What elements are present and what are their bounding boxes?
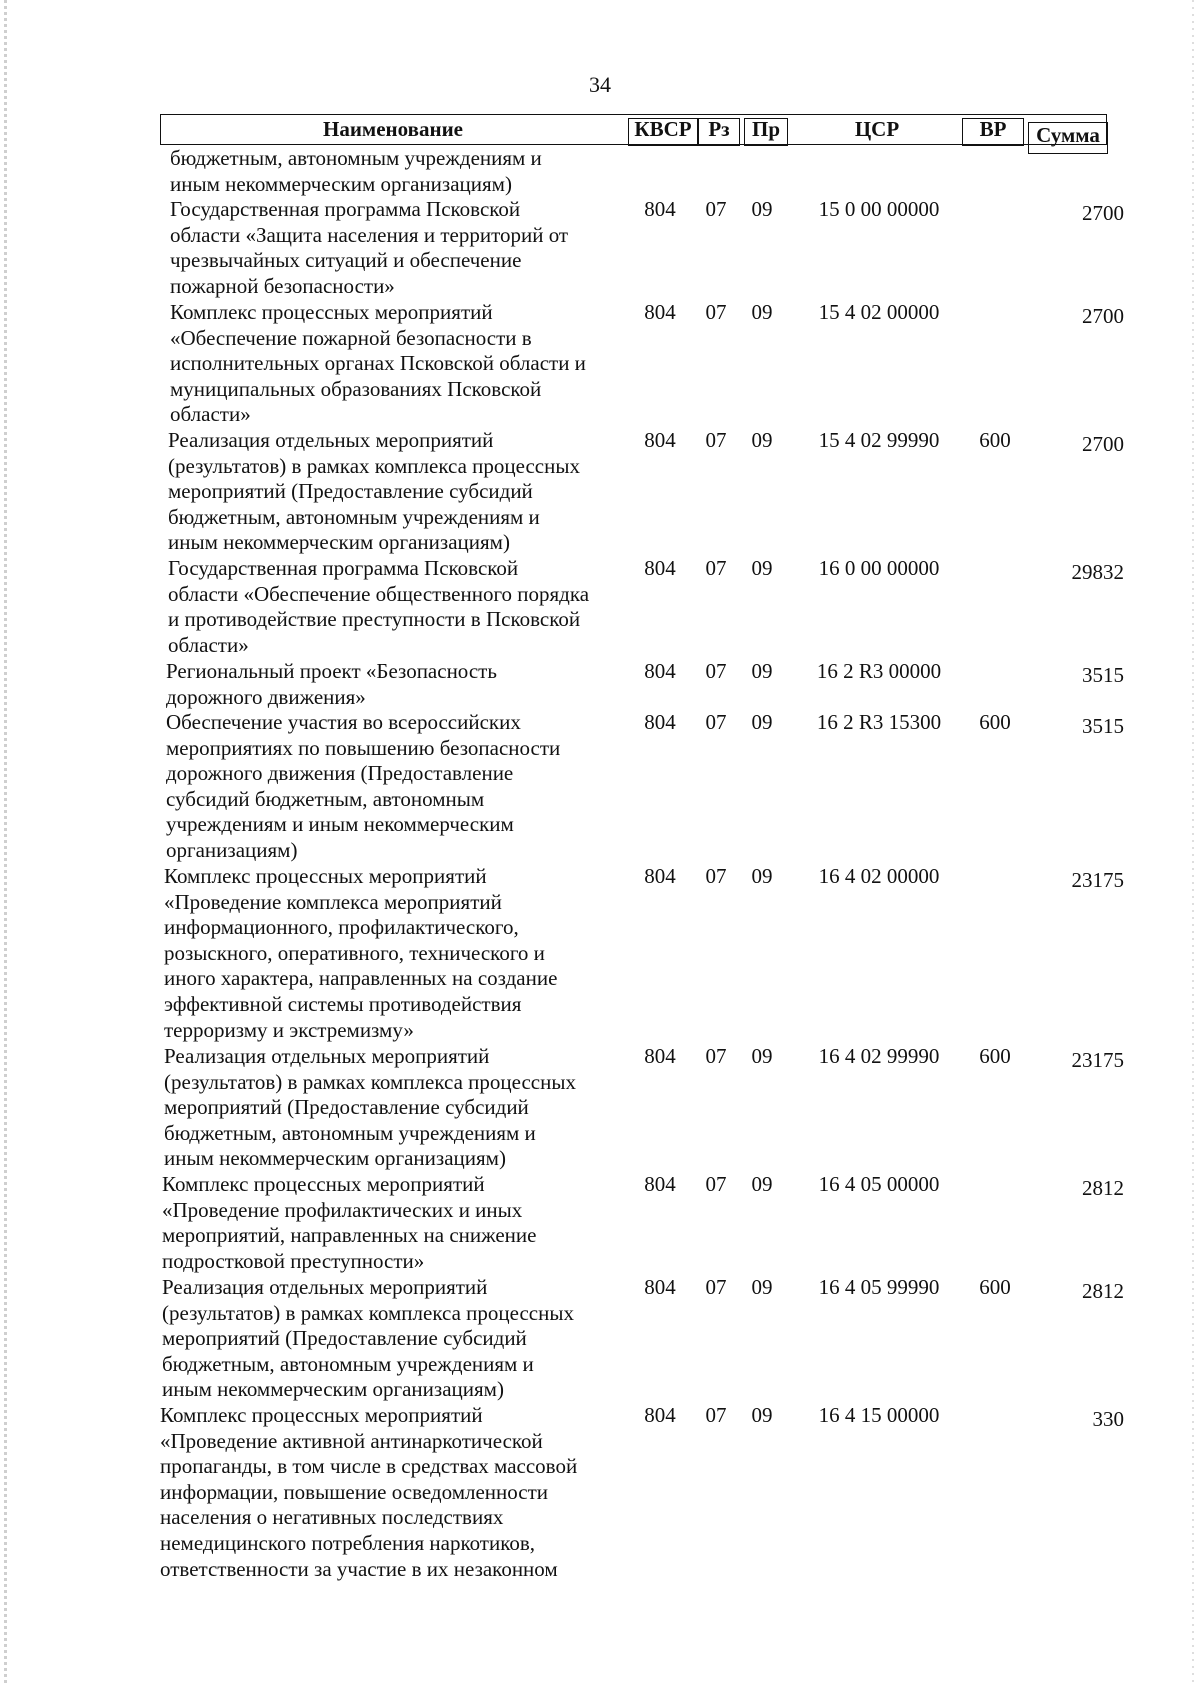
- row-name: Региональный проект «Безопасность дорожного движения»: [166, 659, 497, 709]
- row-kvsr: 804: [644, 197, 676, 221]
- row-sum: 2700: [1082, 201, 1124, 225]
- row-kvsr: 804: [644, 556, 676, 580]
- row-kvsr: 804: [644, 300, 676, 324]
- row-csr: 16 4 05 99990: [818, 1275, 940, 1299]
- header-pr: Пр: [751, 117, 780, 141]
- row-rz: 07: [705, 1044, 727, 1068]
- row-rz: 07: [705, 1403, 727, 1427]
- row-kvsr: 804: [644, 428, 676, 452]
- row-kvsr: 804: [644, 1403, 676, 1427]
- row-rz: 07: [705, 864, 727, 888]
- header-csr: ЦСР: [854, 117, 900, 141]
- table-row: [0, 659, 1200, 710]
- row-pr: 09: [751, 1275, 773, 1299]
- row-pr: 09: [751, 864, 773, 888]
- row-vr: 600: [979, 1044, 1011, 1068]
- row-vr: 600: [979, 428, 1011, 452]
- row-name: Реализация отдельных мероприятий (результатов) в рамках комплекса процессных мероприятий (Предоставление субсидий бюджетным, автономным учреждениям и иным некоммерческим организациям): [162, 1275, 574, 1402]
- row-vr: 600: [979, 710, 1011, 734]
- row-sum: 3515: [1082, 663, 1124, 687]
- row-sum: 23175: [1071, 1048, 1124, 1072]
- table-body: [0, 146, 1200, 1583]
- table-row: [0, 556, 1200, 659]
- table-row: [0, 197, 1200, 300]
- row-name: Реализация отдельных мероприятий (результатов) в рамках комплекса процессных мероприятий (Предоставление субсидий бюджетным, автономным учреждениям и иным некоммерческим организациям): [168, 428, 580, 555]
- row-pr: 09: [751, 300, 773, 324]
- row-csr: 15 0 00 00000: [818, 197, 940, 221]
- row-csr: 15 4 02 99990: [818, 428, 940, 452]
- row-pr: 09: [751, 428, 773, 452]
- row-csr: 16 4 02 99990: [818, 1044, 940, 1068]
- row-rz: 07: [705, 556, 727, 580]
- row-name: Государственная программа Псковской области «Защита населения и территорий от чрезвычайных ситуаций и обеспечение пожарной безопасности»: [170, 197, 569, 298]
- table-row: [0, 1275, 1200, 1403]
- row-name: Обеспечение участия во всероссийских мероприятиях по повышению безопасности дорожного движения (Предоставление субсидий бюджетным, автономным учреждениям и иным некоммерческим организациям): [166, 710, 561, 862]
- row-vr: 600: [979, 1275, 1011, 1299]
- table-row: [0, 864, 1200, 1044]
- table-row: [0, 1044, 1200, 1172]
- row-rz: 07: [705, 1172, 727, 1196]
- row-csr: 16 2 R3 00000: [816, 659, 942, 683]
- row-rz: 07: [705, 1275, 727, 1299]
- row-kvsr: 804: [644, 1044, 676, 1068]
- table-row: [0, 428, 1200, 556]
- row-name: Государственная программа Псковской области «Обеспечение общественного порядка и противодействие преступности в Псковской области»: [168, 556, 590, 657]
- row-csr: 16 4 15 00000: [818, 1403, 940, 1427]
- row-sum: 23175: [1071, 868, 1124, 892]
- row-pr: 09: [751, 197, 773, 221]
- row-pr: 09: [751, 710, 773, 734]
- table-row: [0, 1172, 1200, 1275]
- row-kvsr: 804: [644, 864, 676, 888]
- table-row: [0, 1403, 1200, 1583]
- row-kvsr: 804: [644, 659, 676, 683]
- row-sum: 29832: [1071, 560, 1124, 584]
- row-sum: 2700: [1082, 304, 1124, 328]
- row-sum: 3515: [1082, 714, 1124, 738]
- row-csr: 16 4 05 00000: [818, 1172, 940, 1196]
- row-sum: 2700: [1082, 432, 1124, 456]
- row-name: Комплекс процессных мероприятий «Проведение профилактических и иных мероприятий, направленных на снижение подростковой преступности»: [162, 1172, 537, 1273]
- row-rz: 07: [705, 300, 727, 324]
- header-name: Наименование: [323, 117, 463, 141]
- page-number: 34: [589, 72, 611, 97]
- row-rz: 07: [705, 710, 727, 734]
- row-rz: 07: [705, 659, 727, 683]
- row-csr: 16 2 R3 15300: [816, 710, 942, 734]
- row-pr: 09: [751, 556, 773, 580]
- header-underline: [160, 144, 1107, 145]
- header-vr: ВР: [979, 117, 1007, 141]
- row-pr: 09: [751, 1172, 773, 1196]
- row-pr: 09: [751, 1403, 773, 1427]
- row-name: Комплекс процессных мероприятий «Обеспечение пожарной безопасности в исполнительных органах Псковской области и муниципальных образованиях Псковской области»: [170, 300, 586, 427]
- row-name: Реализация отдельных мероприятий (результатов) в рамках комплекса процессных мероприятий (Предоставление субсидий бюджетным, автономным учреждениям и иным некоммерческим организациям): [164, 1044, 576, 1171]
- table-row: [0, 710, 1200, 864]
- row-kvsr: 804: [644, 710, 676, 734]
- row-name: Комплекс процессных мероприятий «Проведение комплекса мероприятий информационного, профилактического, розыскного, оперативного, технического и иного характера, направленных на создание эффективной системы противодействия терроризму и экстремизму»: [164, 864, 558, 1042]
- row-kvsr: 804: [644, 1172, 676, 1196]
- row-rz: 07: [705, 197, 727, 221]
- row-pr: 09: [751, 1044, 773, 1068]
- row-name: бюджетным, автономным учреждениям и иным некоммерческим организациям): [170, 146, 542, 196]
- row-sum: 2812: [1082, 1279, 1124, 1303]
- row-rz: 07: [705, 428, 727, 452]
- row-csr: 16 4 02 00000: [818, 864, 940, 888]
- row-name: Комплекс процессных мероприятий «Проведение активной антинаркотической пропаганды, в том числе в средствах массовой информации, повышение осведомленности населения о негативных последствиях немедицинского потребления наркотиков, ответственности за участие в их незаконном: [160, 1403, 578, 1581]
- header-kvsr: КВСР: [634, 117, 692, 141]
- table-row: [0, 300, 1200, 428]
- header-rz: Рз: [708, 117, 730, 141]
- row-csr: 16 0 00 00000: [818, 556, 940, 580]
- row-pr: 09: [751, 659, 773, 683]
- header-sum: Сумма: [1036, 123, 1100, 147]
- row-sum: 2812: [1082, 1176, 1124, 1200]
- row-csr: 15 4 02 00000: [818, 300, 940, 324]
- row-kvsr: 804: [644, 1275, 676, 1299]
- table-row: [0, 146, 1200, 197]
- row-sum: 330: [1092, 1407, 1124, 1431]
